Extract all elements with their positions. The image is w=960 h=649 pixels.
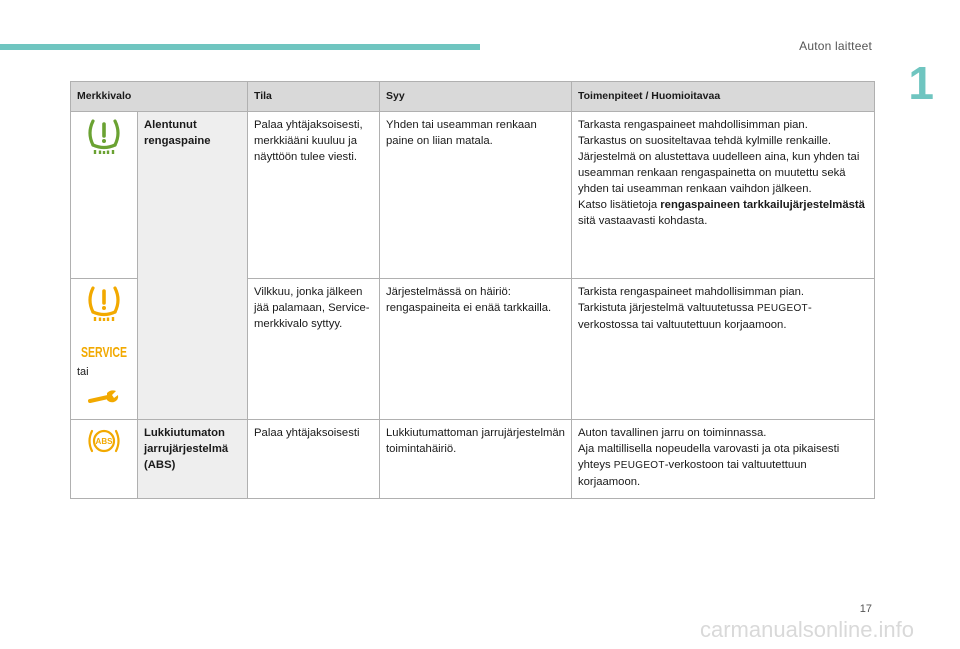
abs-warning-icon	[86, 425, 122, 457]
cause-cell: Lukkiutumattoman jarrujärjestelmän toimintahäiriö.	[380, 420, 572, 499]
section-color-bar	[0, 44, 480, 50]
action-reference: Katso lisätietoja rengaspaineen tarkkailujärjestelmästä sitä vastaavasti kohdasta.	[578, 199, 865, 227]
chapter-number: 1	[908, 57, 934, 109]
or-label: tai	[77, 366, 89, 378]
column-header-state: Tila	[248, 82, 380, 112]
tire-pressure-warning-icon	[84, 117, 124, 157]
cause-cell: Yhden tai useamman renkaan paine on liian matala.	[380, 112, 572, 279]
warning-lights-table	[70, 81, 875, 499]
action-line: Tarkastus on suositeltavaa tehdä kylmille renkaille.	[578, 135, 832, 147]
indicator-name: Alentunut rengaspaine	[138, 112, 248, 420]
reference-link-text: rengaspaineen tarkkailujärjestelmästä	[660, 199, 865, 211]
cause-cell: Järjestelmässä on häiriö: rengaspaineita ei enää tarkkailla.	[380, 279, 572, 420]
service-warning-icon	[79, 342, 129, 362]
page-number: 17	[859, 603, 872, 615]
svg-text:SERVICE: SERVICE	[81, 344, 127, 361]
state-cell: Vilkkuu, jonka jälkeen jää palamaan, Service-merkkivalo syttyy.	[248, 279, 380, 420]
tire-pressure-warning-icon	[84, 284, 124, 324]
action-cell	[572, 112, 875, 279]
indicator-icon-cell	[71, 112, 138, 279]
wrench-icon	[87, 388, 121, 406]
table-row	[71, 420, 875, 499]
state-cell: Palaa yhtäjaksoisesti, merkkiääni kuuluu ja näyttöön tulee viesti.	[248, 112, 380, 279]
table-header-row	[71, 82, 875, 112]
table-row	[71, 112, 875, 279]
section-title: Auton laitteet	[799, 39, 872, 53]
indicator-name: Lukkiutumaton jarrujärjestelmä (ABS)	[138, 420, 248, 499]
action-line: Tarkista rengaspaineet mahdollisimman pian.	[578, 286, 805, 298]
brand-name: PEUGEOT	[613, 460, 665, 471]
action-line: Auton tavallinen jarru on toiminnassa.	[578, 427, 767, 439]
indicator-icon-cell	[71, 279, 138, 420]
action-cell	[572, 420, 875, 499]
watermark-text: carmanualsonline.info	[700, 617, 915, 642]
action-line: Tarkasta rengaspaineet mahdollisimman pian.	[578, 119, 808, 131]
action-line: Aja maltillisella nopeudella varovasti ja ota pikaisesti yhteys PEUGEOT-verkostoon tai valtuutettuun korjaamoon.	[578, 443, 840, 488]
action-line: Tarkistuta järjestelmä valtuutetussa PEUGEOT-verkostossa tai valtuutettuun korjaamoon.	[578, 302, 812, 331]
state-cell: Palaa yhtäjaksoisesti	[248, 420, 380, 499]
action-cell	[572, 279, 875, 420]
brand-name: PEUGEOT	[756, 303, 808, 314]
action-line: Järjestelmä on alustettava uudelleen aina, kun yhden tai useamman renkaan rengaspainetta on muutettu sekä yhden tai useamman renkaan vaihdon jälkeen.	[578, 151, 860, 195]
column-header-cause: Syy	[380, 82, 572, 112]
svg-text:ABS: ABS	[95, 437, 113, 446]
indicator-icon-cell	[71, 420, 138, 499]
column-header-indicator: Merkkivalo	[71, 82, 248, 112]
column-header-action: Toimenpiteet / Huomioitavaa	[572, 82, 875, 112]
